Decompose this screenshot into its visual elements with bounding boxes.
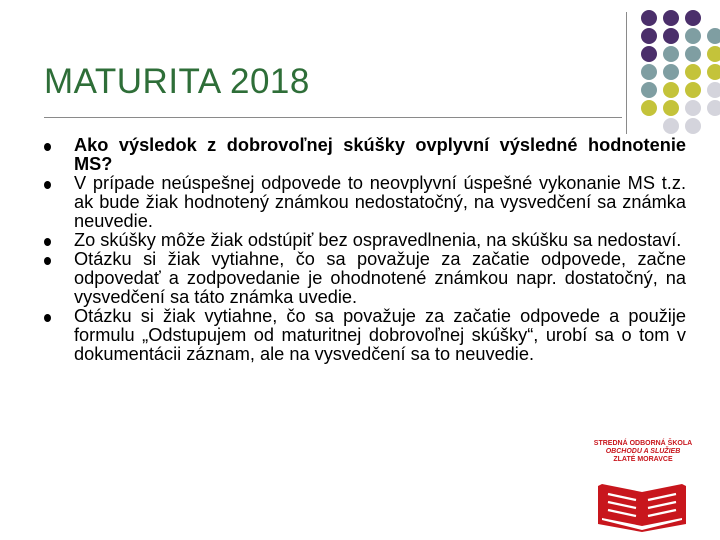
deco-dot <box>663 28 679 44</box>
logo-line-2: OBCHODU A SLUŽIEB <box>605 448 681 455</box>
deco-dot <box>685 46 701 62</box>
deco-dot <box>641 64 657 80</box>
bullet-dot-icon <box>44 238 51 246</box>
bullet-text: Ako výsledok z dobrovoľnej skúšky ovplyvní výsledné hodnotenie MS? <box>74 135 686 174</box>
bullet-item <box>44 307 686 364</box>
deco-dot <box>641 10 657 26</box>
deco-dot <box>685 10 701 26</box>
deco-dot <box>685 64 701 80</box>
bullet-dot-icon <box>44 143 51 151</box>
deco-dot <box>641 46 657 62</box>
deco-dot <box>707 64 720 80</box>
deco-dot <box>685 28 701 44</box>
bullet-dot-icon <box>44 314 51 322</box>
deco-dot <box>663 46 679 62</box>
deco-dot <box>663 100 679 116</box>
deco-dot <box>707 100 720 116</box>
bullet-item <box>44 174 686 231</box>
bullet-text: Otázku si žiak vytiahne, čo sa považuje za začatie odpovede a použije formulu „Odstupujem od maturitnej dobrovoľnej skúšky“, urobí sa o tom v dokumentácii záznam, ale na vysvedčení sa to neuvedie. <box>74 306 686 364</box>
deco-dot <box>707 46 720 62</box>
bullet-text: V prípade neúspešnej odpovede to neovplyvní úspešné vykonanie MS t.z. ak bude žiak hodnotený známkou nedostatočný, na vysvedčení sa známka neuvedie. <box>74 173 686 231</box>
deco-dot <box>685 118 701 134</box>
deco-dot <box>641 100 657 116</box>
deco-dot <box>685 100 701 116</box>
bullet-text: Zo skúšky môže žiak odstúpiť bez ospravedlnenia, na skúšku sa nedostaví. <box>74 230 682 250</box>
bullet-dot-icon <box>44 257 51 265</box>
logo-line-1: STREDNÁ ODBORNÁ ŠKOLA <box>593 440 693 447</box>
deco-dot <box>663 82 679 98</box>
vertical-divider <box>626 12 627 134</box>
bullet-item <box>44 231 686 250</box>
deco-dot <box>707 28 720 44</box>
bullet-item <box>44 136 686 174</box>
logo-line-3: ZLATÉ MORAVCE <box>613 456 673 463</box>
deco-dot <box>663 118 679 134</box>
deco-dot <box>641 82 657 98</box>
bullet-dot-icon <box>44 181 51 189</box>
bullet-text: Otázku si žiak vytiahne, čo sa považuje za začatie odpovede, začne odpovedať a zodpovedanie je ohodnotené známkou napr. dostatočný, na vysvedčení sa táto známka uvedie. <box>74 249 686 307</box>
slide-title: MATURITA 2018 <box>44 62 310 101</box>
deco-dot <box>707 82 720 98</box>
deco-dot <box>685 82 701 98</box>
bullet-list <box>44 136 686 364</box>
deco-dot <box>663 64 679 80</box>
title-underline <box>44 117 622 118</box>
school-logo-book-icon <box>588 440 696 532</box>
deco-dot <box>663 10 679 26</box>
deco-dot <box>641 28 657 44</box>
bullet-item <box>44 250 686 307</box>
